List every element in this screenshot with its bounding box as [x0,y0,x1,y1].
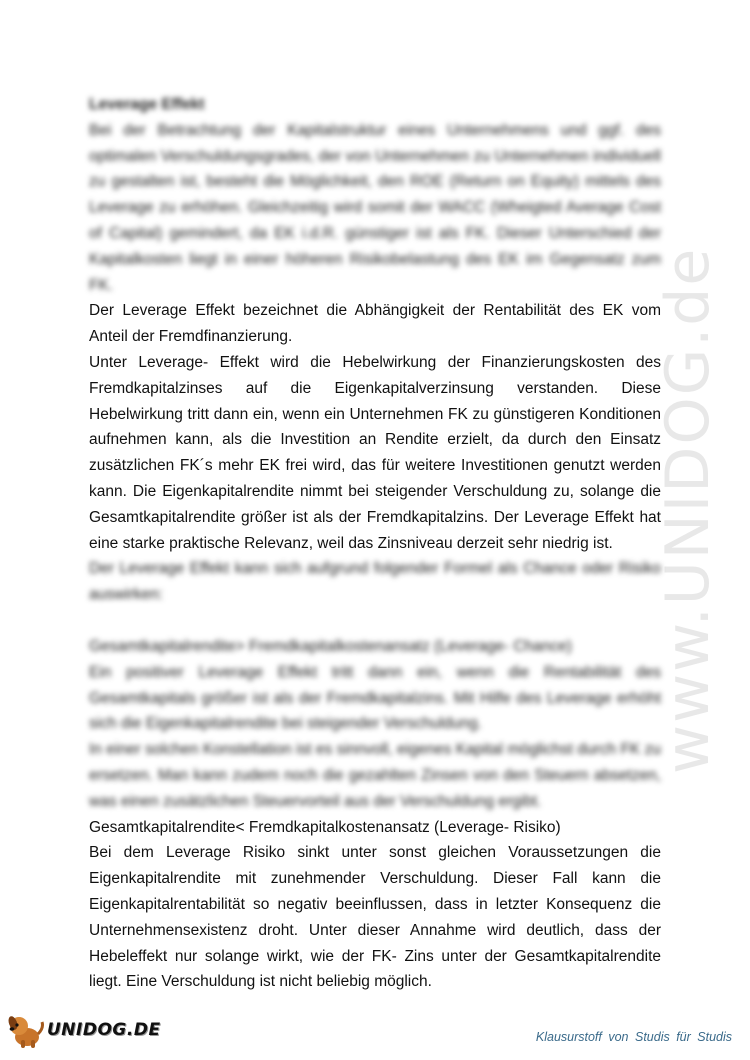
risk-title: Gesamtkapitalrendite< Fremdkapitalkostenansatz (Leverage- Risiko) [89,818,561,836]
spacer [89,608,661,634]
blurred-section-intro [89,92,661,298]
watermark-text: www.UNIDOG.de [653,246,723,774]
section-heading: Leverage Effekt [89,96,205,113]
chance-paragraph-2: In einer solchen Konstellation ist es sinnvoll, eigenes Kapital möglichst durch FK zu ersetzen. Man kann zudem noch die gezahlten Zinsen von den Steuern absetzen, was einen zusätzlichen Steuervorteil aus der Verschuldung ergibt. [89,741,661,810]
blurred-section-chance [89,556,661,814]
intro-paragraph: Bei der Betrachtung der Kapitalstruktur eines Unternehmens und ggf. des optimalen Verschuldungsgrades, der von Unternehmen zu Unternehmen individuell zu gestalten ist, besteht die Möglichkeit, den ROE (Return on Equity) mittels des Leverage zu erhöhen. Gleichzeitig wird somit der WACC (Wheigted Average Cost of Capital) gemindert, da EK i.d.R. günstiger ist als FK. Dieser Unterschied der Kapitalkosten liegt in einer höheren Risikobelastung des EK im Gegensatz zum FK. [89,121,661,294]
definition-paragraph: Der Leverage Effekt bezeichnet die Abhängigkeit der Rentabilität des EK vom Anteil der Fremdfinanzierung. [89,302,661,346]
document-body [89,92,661,995]
chance-title: Gesamtkapitalrendite> Fremdkapitalkostenansatz (Leverage- Chance) [89,637,572,655]
risk-paragraph: Bei dem Leverage Risiko sinkt unter sonst gleichen Voraussetzungen die Eigenkapitalrendite mit zunehmender Verschuldung. Dieser Fall kann die Eigenkapitalrentabilität so negativ beeinflussen, dass in letzter Konsequenz die Unternehmensexistenz droht. Unter dieser Annahme wird deutlich, dass der Hebeleffekt nur solange wirkt, wie der FK- Zins unter der Gesamtkapitalrendite liegt. Eine Verschuldung ist nicht beliebig möglich. [89,844,661,991]
chance-paragraph: Ein positiver Leverage Effekt tritt dann ein, wenn die Rentabilität des Gesamtkapitals größer ist als der Fremdkapitalzins. Mit Hilfe des Leverage erhöht sich die Eigenkapitalrendite bei steigender Verschuldung. [89,663,661,733]
footer-tagline: Klausurstoff von Studis für Studis [535,1030,732,1044]
dog-mascot-icon [5,1010,45,1050]
unidog-logo [5,1010,161,1050]
explanation-paragraph: Unter Leverage- Effekt wird die Hebelwirkung der Finanzierungskosten des Fremdkapitalzinses auf die Eigenkapitalverzinsung verstanden. Diese Hebelwirkung tritt dann ein, wenn ein Unternehmen FK zu günstigeren Konditionen aufnehmen kann, als die Investition an Rendite erzielt, da durch den Einsatz zusätzlichen FK´s mehr EK frei wird, das für weitere Investitionen genutzt werden kann. Die Eigenkapitalrendite nimmt bei steigender Verschuldung zu, solange die Gesamtkapitalrendite größer ist als der Fremdkapitalzins. Der Leverage Effekt hat eine starke praktische Relevanz, weil das Zinsniveau derzeit sehr niedrig ist. [89,353,661,552]
formula-intro: Der Leverage Effekt kann sich aufgrund folgender Formel als Chance oder Risiko auswirken: [89,560,661,604]
logo-text: UNIDOG.DE [47,1020,161,1040]
